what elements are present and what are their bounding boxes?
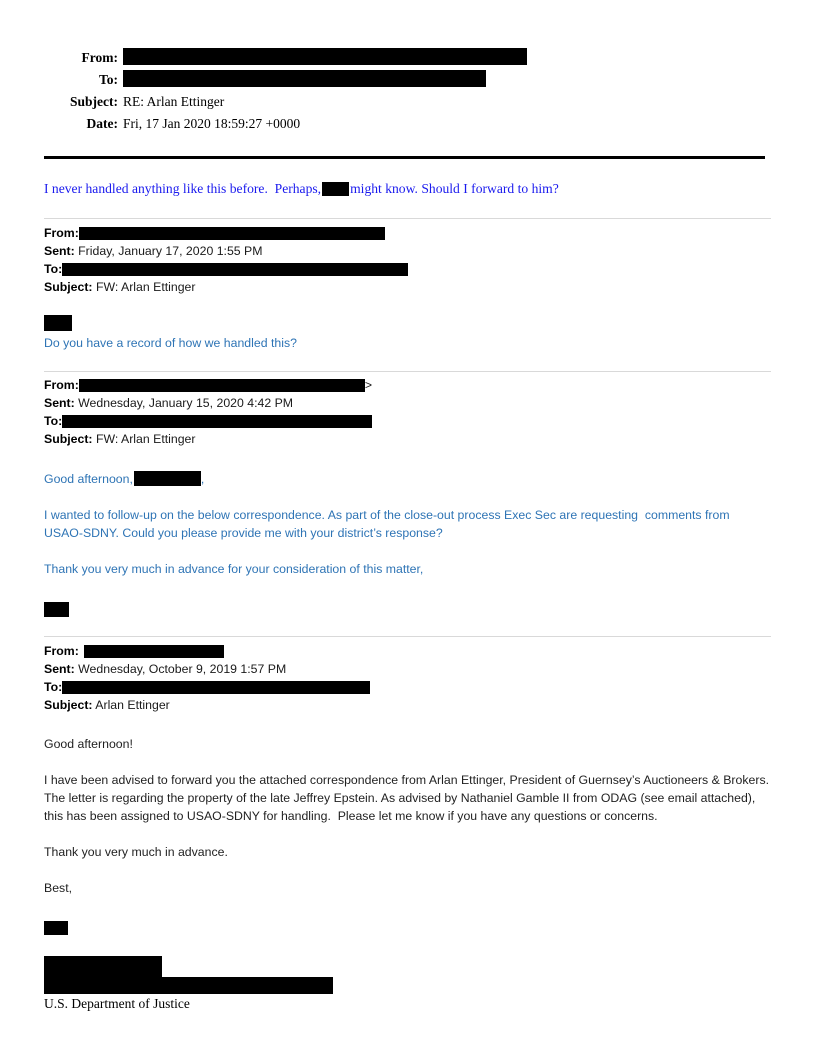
subject-value: RE: Arlan Ettinger (123, 94, 225, 109)
reply-text-after: might know. Should I forward to him? (350, 181, 559, 196)
subject-label: Subject: (44, 698, 93, 712)
reply-note (44, 180, 771, 197)
to-label: To: (44, 262, 63, 276)
from-label: From: (81, 50, 118, 65)
redaction-bar (123, 48, 527, 65)
email3-from-suffix: > (364, 378, 373, 392)
email3-header (44, 376, 771, 448)
redaction-bar (123, 70, 486, 87)
email4-paragraph-main: I have been advised to forward you the attached correspondence from Arlan Ettinger, President of Guernsey’s Auctioneers & Brokers. The letter is regarding the property of the late Jeffrey Epstein. As advised by Nathaniel Gamble II from ODAG (see email attached), this has been assigned to USAO-SDNY for handling. Please let me know if you have any questions or concerns. (44, 773, 773, 823)
email2-question: Do you have a record of how we handled this? (44, 336, 297, 350)
subject-label: Subject: (70, 94, 118, 109)
redaction-inline (322, 182, 349, 196)
email4-sent-row (44, 660, 771, 678)
date-label: Date: (86, 116, 118, 131)
reply-text-before: I never handled anything like this before. Perhaps, (44, 181, 322, 196)
redaction-bar (62, 263, 408, 276)
from-label: From: (44, 378, 79, 392)
to-value-redacted (123, 69, 771, 91)
email2-sent-value: Friday, January 17, 2020 1:55 PM (78, 244, 263, 258)
email4-greeting: Good afternoon! (44, 737, 133, 751)
email2-subject-value: FW: Arlan Ettinger (95, 280, 196, 294)
email3-paragraph-followup: I wanted to follow-up on the below correspondence. As part of the close-out process Exec Sec are requesting comments from USAO-SDNY. Could you please provide me with your district’s response? (44, 508, 733, 540)
redaction-bar (79, 227, 385, 240)
email3-from-row (44, 376, 771, 394)
email3-paragraph-thanks: Thank you very much in advance for your consideration of this matter, (44, 562, 424, 576)
redaction-bar (79, 379, 365, 392)
sent-label: Sent: (44, 396, 75, 410)
organization-name: U.S. Department of Justice (44, 996, 190, 1011)
email3-greeting (44, 470, 771, 488)
redaction-bar (44, 921, 68, 935)
sent-label: Sent: (44, 662, 75, 676)
redaction-inline (134, 471, 201, 486)
email2-greeting-redacted (44, 314, 771, 332)
email4-header (44, 642, 771, 714)
subject-label: Subject: (44, 280, 93, 294)
email4-sent-value: Wednesday, October 9, 2019 1:57 PM (78, 662, 287, 676)
email3-to-row (44, 412, 771, 430)
sent-label: Sent: (44, 244, 75, 258)
from-label: From: (44, 644, 79, 658)
date-value: Fri, 17 Jan 2020 18:59:27 +0000 (123, 116, 301, 131)
email4-signoff-name-redacted (44, 918, 771, 936)
subject-label: Subject: (44, 432, 93, 446)
top-email-header (44, 47, 771, 135)
section-divider (44, 371, 771, 372)
redaction-bar (62, 415, 372, 428)
email2-from-row (44, 224, 771, 242)
email3-subject-row (44, 430, 771, 448)
from-label: From: (44, 226, 79, 240)
header-rule (44, 156, 765, 159)
redaction-bar (44, 956, 162, 977)
email2-sent-row (44, 242, 771, 260)
email3-signoff-redacted (44, 600, 771, 618)
to-label: To: (44, 414, 63, 428)
email3-greeting-comma: , (200, 472, 205, 486)
email4-subject-row (44, 696, 771, 714)
email3-subject-value: FW: Arlan Ettinger (95, 432, 196, 446)
redaction-bar (44, 315, 72, 331)
email2-to-row (44, 260, 771, 278)
email4-signoff: Best, (44, 881, 73, 895)
to-label: To: (98, 72, 118, 87)
from-value-redacted (123, 47, 771, 69)
redaction-bar (44, 977, 333, 994)
redaction-bar (44, 602, 69, 617)
to-label: To: (44, 680, 63, 694)
email4-from-row (44, 642, 771, 660)
email3-greeting-text: Good afternoon, (44, 472, 133, 486)
section-divider (44, 636, 771, 637)
email4-paragraph-thanks: Thank you very much in advance. (44, 845, 228, 859)
section-divider (44, 218, 771, 219)
redaction-bar (62, 681, 370, 694)
email2-header (44, 224, 771, 296)
email4-to-row (44, 678, 771, 696)
email4-subject-value: Arlan Ettinger (95, 698, 170, 712)
email3-sent-value: Wednesday, January 15, 2020 4:42 PM (78, 396, 294, 410)
redaction-bar (84, 645, 224, 658)
signature-block-redacted (44, 956, 771, 994)
email2-subject-row (44, 278, 771, 296)
email3-sent-row (44, 394, 771, 412)
